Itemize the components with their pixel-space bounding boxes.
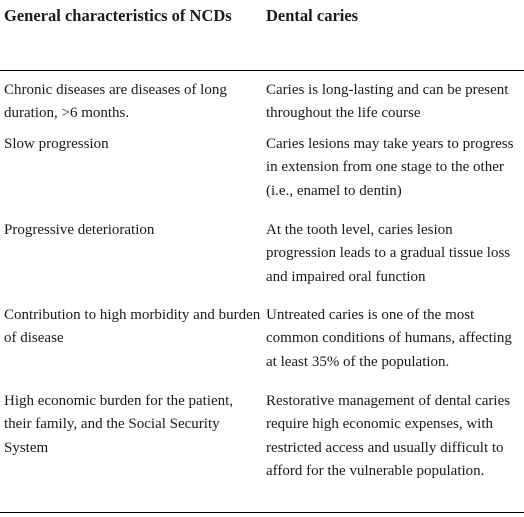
cell-caries: Untreated caries is one of the most common conditions of humans, affecting at least 35% of the population. [266, 307, 512, 370]
cell-characteristic: High economic burden for the patient, their family, and the Social Security System [4, 393, 234, 456]
cell-caries: At the tooth level, caries lesion progression leads to a gradual tissue loss and impaired oral function [266, 222, 511, 285]
header-dental-caries: Dental caries [266, 6, 359, 25]
cell-caries: Caries is long-lasting and can be present throughout the life course [266, 82, 509, 122]
cell-caries: Caries lesions may take years to progress in extension from one stage to the other (i.e., enamel to dentin) [266, 136, 514, 199]
table-bottom-rule [0, 512, 524, 513]
cell-characteristic: Slow progression [4, 136, 109, 152]
cell-characteristic: Contribution to high morbidity and burden of disease [4, 307, 261, 347]
header-ncd-characteristics: General characteristics of NCDs [4, 6, 232, 25]
cell-caries: Restorative management of dental caries require high economic expenses, with restricted access and usually difficult to afford for the vulnerable population. [266, 393, 511, 480]
cell-characteristic: Progressive deterioration [4, 222, 155, 238]
cell-characteristic: Chronic diseases are diseases of long duration, >6 months. [4, 82, 227, 122]
table-header [0, 0, 524, 71]
